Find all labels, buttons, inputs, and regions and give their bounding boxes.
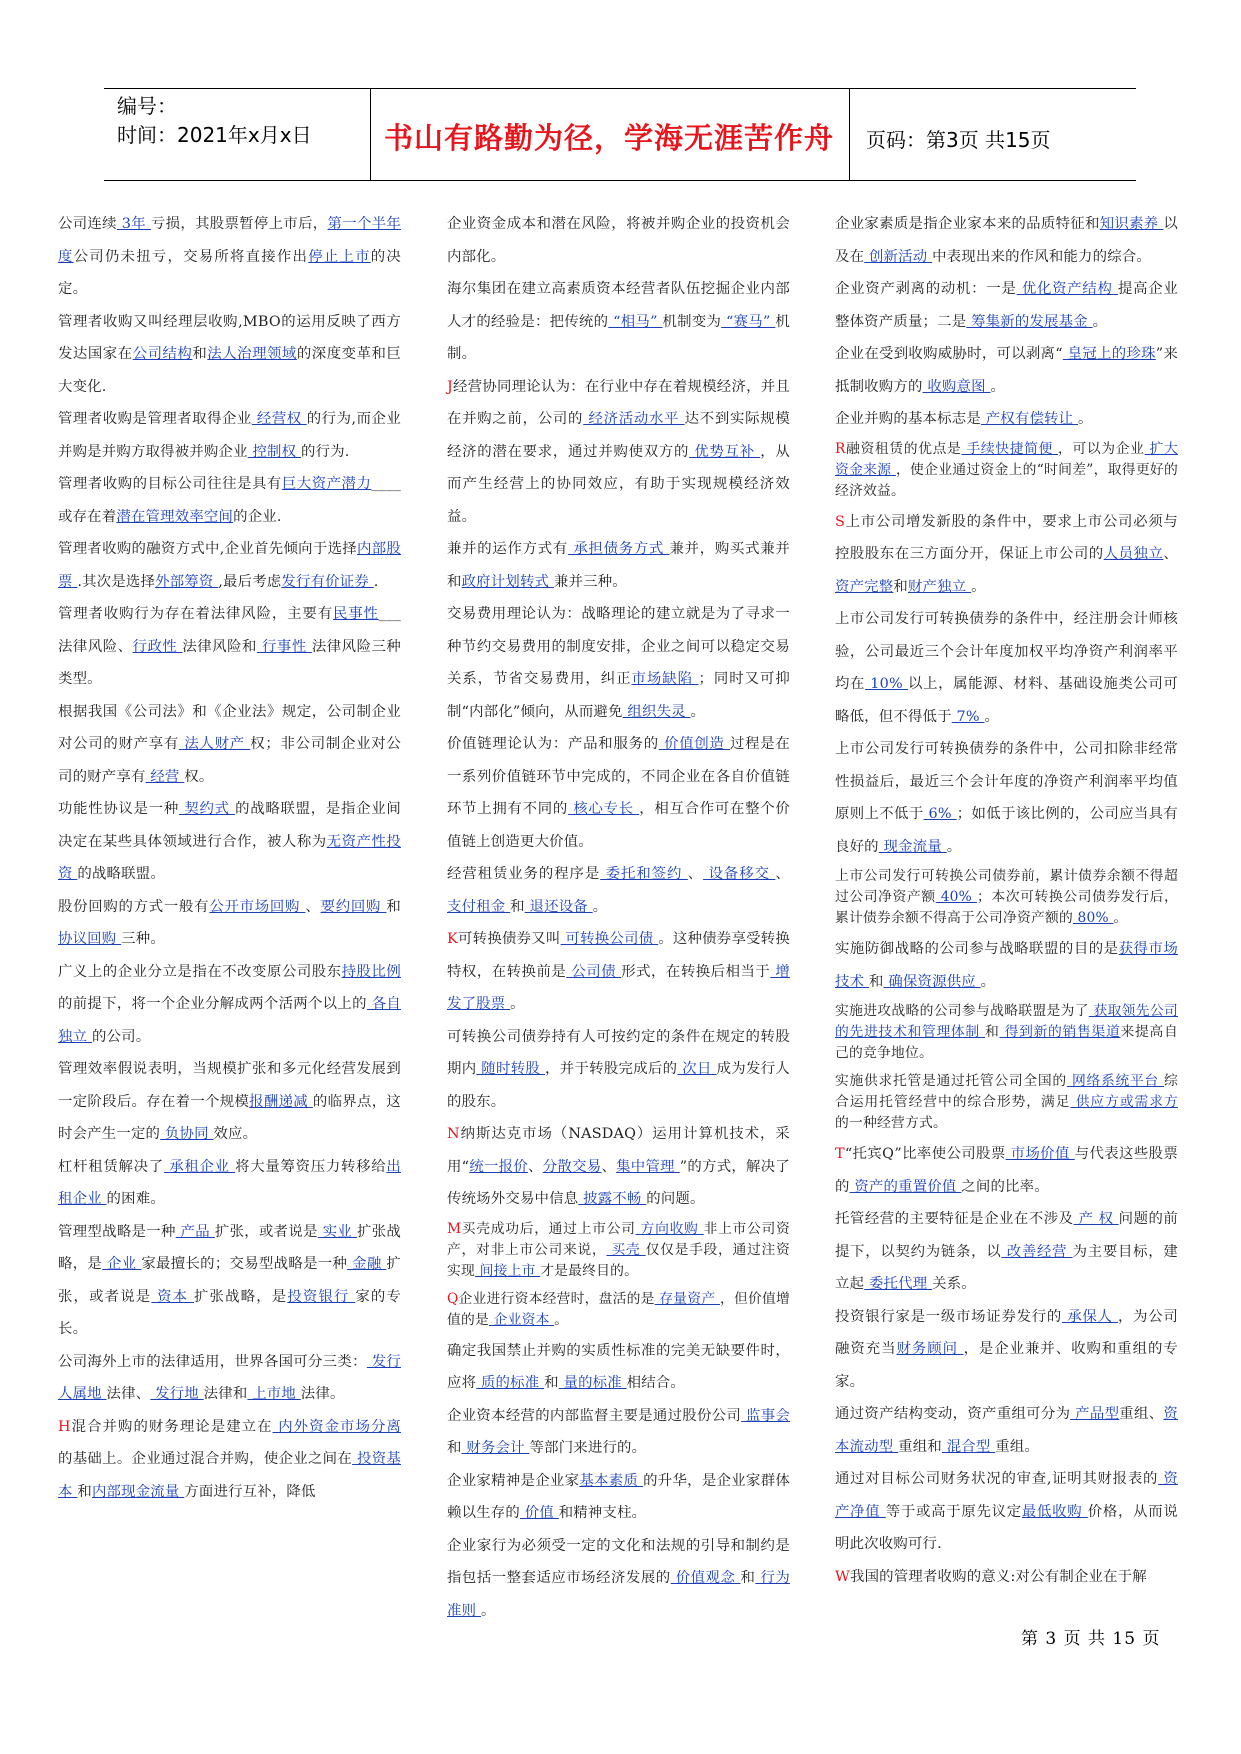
paragraph: 实施进攻战略的公司参与战略联盟是为了 获取领先公司的先进技术和管理体制 和 得到新的销售渠道来提高自己的竞争地位。 xyxy=(835,1003,1178,1061)
paragraph: 企业家素质是指企业家本来的品质特征和知识素养 以及在 创新活动 中表现出来的作风和能力的综合。 xyxy=(835,216,1178,265)
answer-blank: 承保人 xyxy=(1061,1308,1118,1325)
answer-blank: 筹集新的发展基金 xyxy=(966,313,1093,330)
answer-blank: 扩大资金来源 xyxy=(835,440,1178,478)
answer-blank: 委托和签约 xyxy=(600,866,688,882)
paragraph: 上市公司发行可转换债券的条件中，公司扣除非经常性损益后，最近三个会计年度的净资产利润率平均值原则上不低于 6% ；如低于该比例的，公司应当具有良好的 现金流量 。 xyxy=(835,741,1178,855)
answer-blank: 10% xyxy=(865,676,909,692)
answer-blank: 市场价值 xyxy=(1005,1146,1075,1162)
answer-blank: 经营权 xyxy=(251,411,307,427)
answer-blank: 内部现金流量 xyxy=(91,1483,185,1500)
answer-blank: 供应方或需求方 xyxy=(1070,1094,1178,1110)
paragraph: 上市公司发行可转换公司债券前，累计债券余额不得超过公司净资产额 40% ；本次可转换公司债券发行后，累计债券余额不得高于公司净资产额的 80% 。 xyxy=(835,868,1178,926)
answer-blank: 价值观念 xyxy=(670,1570,741,1586)
answer-blank: 现金流量 xyxy=(878,838,947,855)
answer-blank: 次日 xyxy=(677,1061,717,1077)
paragraph: M买壳成功后，通过上市公司 方向收购 非上市公司资产，对非上市公司来说， 买壳 仅仅是手段，通过注资实现 间接上市 才是最终目的。 xyxy=(447,1220,791,1279)
paragraph: R融资租赁的优点是 手续快捷简便 ，可以为企业 扩大资金来源 ，使企业通过资金上的“时间差”，取得更好的经济效益。 xyxy=(835,440,1178,499)
paragraph: 企业资产剥离的动机：一是 优化资产结构 提高企业整体资产质量；二是 筹集新的发展基金 。 xyxy=(835,281,1178,330)
answer-blank: 买壳 xyxy=(606,1241,646,1258)
answer-blank: 40% xyxy=(935,889,977,905)
paragraph: 企业家精神是企业家基本素质 的升华，是企业家群体赖以生存的 价值 和精神支柱。 xyxy=(447,1472,790,1521)
paragraph: 杠杆租赁解决了 承租企业 将大量筹资压力转移给出租企业 的困难。 xyxy=(58,1158,401,1207)
answer-blank: 收购意图 xyxy=(922,378,991,395)
answer-blank: 资产净值 xyxy=(835,1471,1178,1520)
answer-blank: 3年 xyxy=(116,216,151,232)
paragraph: 管理者收购行为存在着法律风险，主要有民事性___法律风险、行政性 法律风险和 行事性 法律风险三种类型。 xyxy=(58,606,401,687)
answer-blank: 财务顾问 xyxy=(896,1341,964,1357)
paragraph: 管理者收购是管理者取得企业 经营权 的行为,而企业并购是并购方取得被并购企业 控制权 的行为. xyxy=(58,411,401,460)
header-bottom-rule xyxy=(104,180,1136,181)
answer-blank: 存量资产 xyxy=(654,1290,720,1307)
paragraph: T“托宾Q”比率使公司股票 市场价值 与代表这些股票的 资产的重置价值 之间的比率。 xyxy=(835,1146,1178,1195)
answer-blank: 公开市场回购 xyxy=(209,898,306,915)
header-meta xyxy=(117,92,312,150)
paragraph: N纳斯达克市场（NASDAQ）运用计算机技术，采用“统一报价、分散交易、集中管理 ”的方式，解决了传统场外交易中信息 披露不畅 的问题。 xyxy=(447,1126,790,1207)
index-letter: Q xyxy=(447,1290,459,1307)
paragraph: 上市公司发行可转换债券的条件中，经注册会计师核验，公司最近三个会计年度加权平均净资产利润率平均在 10% 以上，属能源、材料、基础设施类公司可略低，但不得低于 7% 。 xyxy=(835,611,1178,725)
answer-blank: 分散交易 xyxy=(542,1158,602,1175)
answer-blank: 发行地 xyxy=(150,1386,204,1402)
answer-blank: 获取领先公司的先进技术和管理体制 xyxy=(835,1003,1178,1040)
answer-blank: 行为准则 xyxy=(447,1570,790,1619)
answer-blank: 出租企业 xyxy=(58,1158,401,1207)
answer-blank: 财务会计 xyxy=(461,1440,530,1456)
column-left xyxy=(58,208,401,1508)
paragraph: 价值链理论认为：产品和服务的 价值创造 过程是在一系列价值链环节中完成的，不同企业在各自价值链环节上拥有不同的 核心专长 ，相互合作可在整个价值链上创造更大价值。 xyxy=(447,736,790,850)
paragraph: H混合并购的财务理论是建立在 内外资金市场分离 的基础上。企业通过混合并购，使企业之间在 投资基本 和内部现金流量 方面进行互补，降低 xyxy=(58,1418,401,1500)
answer-blank: 承担债务方式 xyxy=(568,541,670,557)
answer-blank: 设备移交 xyxy=(703,866,776,882)
answer-blank: 随时转股 xyxy=(476,1061,546,1077)
paragraph: 公司海外上市的法律适用，世界各国可分三类： 发行人属地 法律、 发行地 法律和 上市地 法律。 xyxy=(58,1353,401,1402)
answer-blank: 创新活动 xyxy=(864,248,933,265)
paragraph: 广义上的企业分立是指在不改变原公司股东持股比例的前提下，将一个企业分解成两个活两个以上的 各自独立 的公司。 xyxy=(58,963,401,1045)
answer-blank: 优化资产结构 xyxy=(1016,281,1118,297)
header-top-rule xyxy=(104,88,1136,89)
answer-blank: 集中管理 xyxy=(616,1158,680,1175)
answer-blank: 产品型 xyxy=(1070,1406,1120,1422)
answer-blank: 巨大资产潜力 xyxy=(281,476,372,492)
answer-blank: 第一个半年度 xyxy=(58,216,401,265)
answer-blank: 企业资本 xyxy=(489,1311,555,1328)
paragraph: 企业资金成本和潜在风险，将被并购企业的投资机会内部化。 xyxy=(447,216,790,265)
answer-blank: 停止上市 xyxy=(308,248,371,265)
answer-blank: 内部股票 xyxy=(58,541,402,590)
answer-blank: 上市地 xyxy=(247,1386,301,1402)
answer-blank: 手续快捷简便 xyxy=(961,440,1058,457)
paragraph: 企业资本经营的内部监督主要是通过股份公司 监事会 和 财务会计 等部门来进行的。 xyxy=(447,1407,790,1456)
paragraph: 实施防御战略的公司参与战略联盟的目的是获得市场技术 和 确保资源供应 。 xyxy=(835,941,1178,990)
answer-blank: 产 权 xyxy=(1073,1211,1119,1227)
answer-blank: “赛马” xyxy=(721,313,776,330)
index-letter: J xyxy=(447,378,453,395)
answer-blank: 法人治理领域 xyxy=(207,346,297,362)
paragraph: 确定我国禁止并购的实质性标准的完美无缺要件时，应将 质的标准 和 量的标准 相结合。 xyxy=(447,1342,790,1391)
header-page-label: 页码：第3页 共15页 xyxy=(866,128,1051,152)
index-letter: T xyxy=(835,1146,845,1162)
answer-blank: 间接上市 xyxy=(475,1262,541,1279)
answer-blank: 组织失灵 xyxy=(622,703,691,720)
paragraph: S上市公司增发新股的条件中，要求上市公司必须与控股股东在三方面分开，保证上市公司的人员独立、资产完整和财产独立 。 xyxy=(835,513,1178,595)
answer-blank: 要约回购 xyxy=(320,898,387,915)
index-letter: H xyxy=(58,1418,71,1435)
answer-blank: 持股比例 xyxy=(341,963,401,980)
answer-blank: 资产的重置价值 xyxy=(849,1178,962,1195)
paragraph: 管理者收购又叫经理层收购,MBO的运用反映了西方发达国家在公司结构和法人治理领域的深度变革和巨大变化. xyxy=(58,313,402,395)
paragraph: 兼并的运作方式有 承担债务方式 兼并，购买式兼并和政府计划转式 兼并三种。 xyxy=(447,541,790,590)
index-letter: R xyxy=(835,440,846,457)
answer-blank: 支付租金 xyxy=(447,898,511,915)
answer-blank: 财产独立 xyxy=(907,578,972,595)
answer-blank: 承租企业 xyxy=(163,1158,236,1175)
paragraph: 管理型战略是一种 产品 扩张，或者说是 实业 扩张战略，是 企业 家最擅长的；交易型战略是一种 金融 扩张，或者说是 资本 扩张战略，是投资银行 家的专长。 xyxy=(58,1223,402,1337)
answer-blank: 核心专长 xyxy=(568,801,640,817)
answer-blank: 量的标准 xyxy=(558,1375,627,1391)
paragraph: 投资银行家是一级市场证券发行的 承保人 ，为公司融资充当财务顾问 ，是企业兼并、收购和重组的专家。 xyxy=(835,1308,1178,1390)
answer-blank: 企业 xyxy=(102,1256,142,1272)
answer-blank: 经营 xyxy=(145,768,185,785)
paragraph: 企业并购的基本标志是 产权有偿转让 。 xyxy=(835,411,1093,427)
answer-blank: 投资基本 xyxy=(58,1451,401,1500)
answer-blank: 发行有价证券 xyxy=(281,573,374,590)
answer-blank: 改善经营 xyxy=(1001,1243,1073,1260)
answer-blank: 市场缺陷 xyxy=(631,671,699,687)
answer-blank: 退还设备 xyxy=(524,898,593,915)
paragraph: 海尔集团在建立高素质资本经营者队伍挖掘企业内部人才的经验是：把传统的 “相马” 机制变为 “赛马” 机制。 xyxy=(447,281,790,362)
column-right xyxy=(835,208,1178,1593)
paragraph: 经营租赁业务的程序是 委托和签约 、 设备移交 、 支付租金 和 退还设备 。 xyxy=(447,866,790,915)
column-middle xyxy=(447,208,790,1627)
paragraph: 可转换公司债券持有人可按约定的条件在规定的转股期内 随时转股 ，并于转股完成后的 次日 成为发行人的股东。 xyxy=(447,1028,791,1110)
answer-blank: 公司结构 xyxy=(132,346,193,362)
paragraph: 实施供求托管是通过托管公司全国的 网络系统平台 综合运用托管经营中的综合形势，满足 供应方或需求方 的一种经营方式。 xyxy=(835,1073,1179,1131)
answer-blank: 资产完整 xyxy=(835,578,894,595)
answer-blank: 产权有偿转让 xyxy=(980,411,1079,427)
index-letter: N xyxy=(447,1126,460,1142)
answer-blank: 实业 xyxy=(317,1223,358,1240)
paragraph: 通过对目标公司财务状况的审查,证明其财报表的 资产净值 等于或高于原先议定最低收购 价格，从而说明此次收购可行. xyxy=(835,1471,1178,1552)
paragraph: 股份回购的方式一般有公开市场回购 、要约回购 和 协议回购 三种。 xyxy=(58,898,401,947)
answer-blank: 7% xyxy=(951,708,985,725)
answer-blank: 行事性 xyxy=(256,638,312,655)
answer-blank: 委托代理 xyxy=(864,1276,933,1292)
paragraph: 功能性协议是一种 契约式 的战略联盟，是指企业间决定在某些具体领域进行合作，被人称为无资产性投资 的战略联盟。 xyxy=(58,801,401,882)
answer-blank: 获得市场技术 xyxy=(835,941,1178,990)
paragraph: W我国的管理者收购的意义:对公有制企业在于解 xyxy=(835,1568,1147,1585)
answer-blank: 内外资金市场分离 xyxy=(272,1418,401,1435)
answer-blank: 6% xyxy=(923,806,957,822)
answer-blank: 人员独立 xyxy=(1103,546,1164,562)
answer-blank: 经济活动水平 xyxy=(583,411,685,427)
answer-blank: 可转换公司债 xyxy=(560,931,659,947)
answer-blank: 无资产性投资 xyxy=(58,833,401,882)
answer-blank: 民事性 xyxy=(332,606,379,622)
index-letter: K xyxy=(447,931,458,947)
answer-blank: 知识素养 xyxy=(1099,216,1164,232)
answer-blank: “相马” xyxy=(608,313,663,330)
answer-blank: 方向收购 xyxy=(635,1220,704,1237)
answer-blank: 资本流动型 xyxy=(835,1406,1179,1455)
answer-blank: 质的标准 xyxy=(476,1375,545,1391)
header-divider-left xyxy=(370,88,371,180)
answer-blank: 网络系统平台 xyxy=(1066,1073,1165,1089)
answer-blank: 皇冠上的珍珠 xyxy=(1062,346,1156,362)
answer-blank: 控制权 xyxy=(247,443,302,460)
answer-blank: 法人财产 xyxy=(179,736,251,752)
answer-blank: 监事会 xyxy=(741,1407,790,1424)
answer-blank: 外部筹资 xyxy=(155,573,219,590)
paragraph: J经营协同理论认为：在行业中存在着规模经济，并且在并购之前，公司的 经济活动水平 达不到实际规模经济的潜在要求，通过并购使双方的 优势互补 ，从而产生经营上的协同效应，有助于实现规模经济效益。 xyxy=(447,378,790,525)
answer-blank: 统一报价 xyxy=(469,1158,529,1175)
answer-blank: 金融 xyxy=(347,1256,387,1272)
answer-blank: 基本素质 xyxy=(579,1472,644,1489)
answer-blank: 优势互补 xyxy=(689,443,761,460)
paragraph: 根据我国《公司法》和《企业法》规定，公司制企业对公司的财产享有 法人财产 权；非公司制企业对公司的财产享有 经营 权。 xyxy=(58,703,401,785)
answer-blank: 政府计划转式 xyxy=(461,573,554,590)
paragraph: 管理者收购的融资方式中,企业首先倾向于选择内部股票 .其次是选择外部筹资 ,最后考虑发行有价证券 . xyxy=(58,541,402,590)
answer-blank: 报酬递减 xyxy=(249,1093,313,1110)
answer-blank: 混合型 xyxy=(941,1438,996,1455)
header-divider-right xyxy=(849,88,850,180)
answer-blank: 负协同 xyxy=(160,1126,214,1142)
paragraph: 通过资产结构变动，资产重组可分为 产品型重组、资本流动型 重组和 混合型 重组。 xyxy=(835,1406,1179,1455)
index-letter: W xyxy=(835,1568,850,1585)
paragraph: 托管经营的主要特征是企业在不涉及 产 权 问题的前提下，以契约为链条，以 改善经营 为主要目标，建立起 委托代理 关系。 xyxy=(835,1211,1178,1292)
answer-blank: 潜在管理效率空间 xyxy=(116,508,234,525)
time-label: 时间：2021年x月x日 xyxy=(117,123,312,147)
paragraph: 企业家行为必须受一定的文化和法规的引导和制约是指包括一整套适应市场经济发展的 价值观念 和 行为准则 。 xyxy=(447,1537,790,1619)
answer-blank: 披露不畅 xyxy=(578,1191,647,1207)
paragraph: K可转换债券又叫 可转换公司债 。这种债券享受转换特权，在转换前是 公司债 形式，在转换后相当于 增发了股票 。 xyxy=(447,931,790,1012)
answer-blank: 价值创造 xyxy=(658,736,730,752)
index-letter: M xyxy=(447,1220,462,1237)
paragraph: 公司连续 3年 亏损，其股票暂停上市后，第一个半年度公司仍未扭亏，交易所将直接作出停止上市的决定。 xyxy=(58,216,401,297)
answer-blank: 价值 xyxy=(519,1505,559,1521)
answer-blank: 产品 xyxy=(175,1223,215,1240)
answer-blank: 各自独立 xyxy=(58,996,401,1045)
answer-blank: 得到新的销售渠道 xyxy=(999,1024,1121,1040)
answer-blank: 最低收购 xyxy=(1021,1503,1088,1520)
paragraph: 管理者收购的目标公司往往是具有巨大资产潜力____或存在着潜在管理效率空间的企业. xyxy=(58,476,401,525)
index-letter: S xyxy=(835,513,846,530)
answer-blank: 增发了股票 xyxy=(447,963,790,1012)
answer-blank: 协议回购 xyxy=(58,931,122,947)
answer-blank: 资本 xyxy=(151,1288,194,1305)
paragraph: 管理效率假说表明，当规模扩张和多元化经营发展到一定阶段后。存在着一个规模报酬递减 的临界点，这时会产生一定的 负协同 效应。 xyxy=(58,1061,402,1142)
answer-blank: 契约式 xyxy=(179,801,236,817)
paragraph: Q企业进行资本经营时，盘活的是 存量资产 ，但价值增值的是 企业资本 。 xyxy=(447,1290,790,1328)
answer-blank: 行政性 xyxy=(132,638,183,655)
answer-blank: 发行人属地 xyxy=(58,1353,401,1402)
paragraph: 企业在受到收购威胁时，可以剥离“ 皇冠上的珍珠”来抵制收购方的 收购意图 。 xyxy=(835,346,1179,395)
number-label: 编号： xyxy=(117,94,177,118)
answer-blank: 确保资源供应 xyxy=(883,973,981,990)
page-footer: 第 3 页 共 15 页 xyxy=(1021,1629,1161,1649)
paragraph: 交易费用理论认为：战略理论的建立就是为了寻求一种节约交易费用的制度安排，企业之间可以稳定交易关系，节省交易费用，纠正市场缺陷 ；同时又可抑制“内部化”倾向，从而避免 组织失灵 。 xyxy=(447,606,791,720)
header-motto: 书山有路勤为径，学海无涯苦作舟 xyxy=(383,121,834,155)
answer-blank: 80% xyxy=(1072,910,1114,926)
answer-blank: 投资银行 xyxy=(287,1288,356,1305)
answer-blank: 公司债 xyxy=(566,963,622,980)
